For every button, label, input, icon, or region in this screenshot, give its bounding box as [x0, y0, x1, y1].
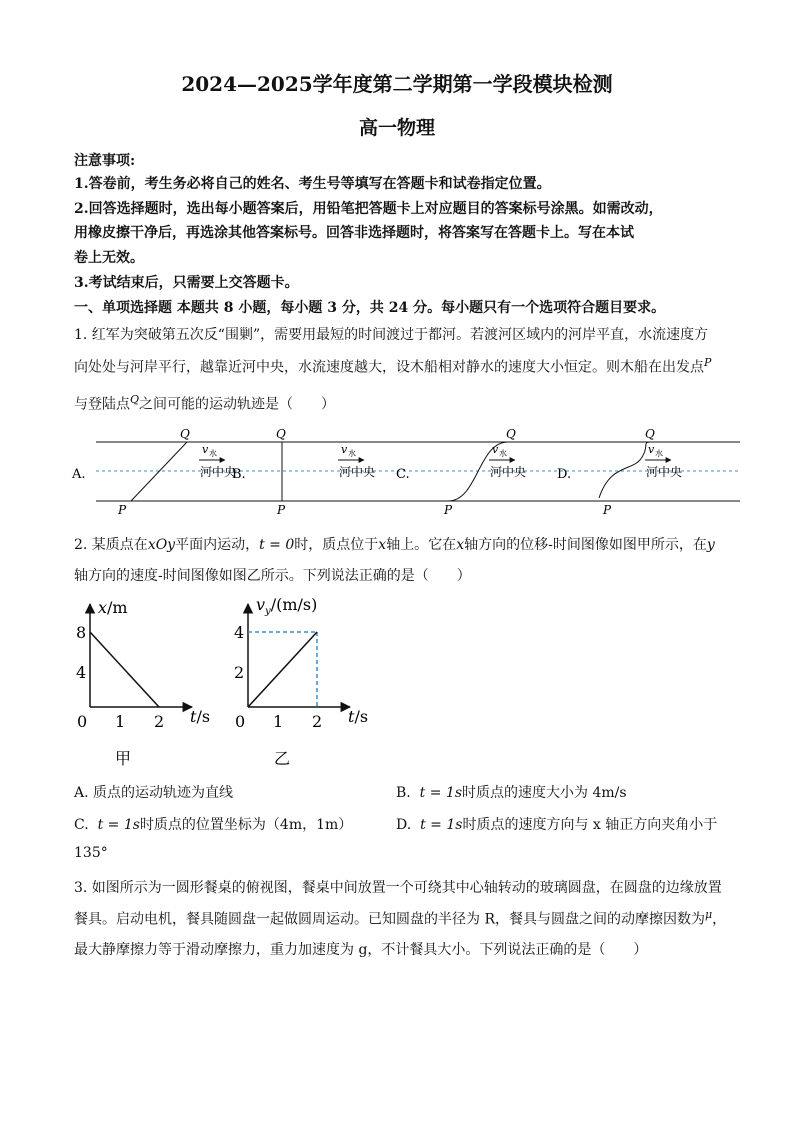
q2-b-line [248, 632, 317, 707]
q2-b-caption: 乙 [274, 749, 291, 768]
q2-a-xtick-1: 1 [115, 712, 126, 731]
q2-b-ytick-2: 2 [234, 663, 245, 682]
svg-text:河中央: 河中央 [646, 465, 683, 479]
q2-a-caption: 甲 [115, 749, 132, 768]
q1-option-c-label: C. [396, 467, 410, 482]
q1-line-2: 向处处与河岸平行，越靠近河中央，水流速度越大，设木船相对静水的速度大小恒定。则木船在出发点$^P$ [74, 356, 712, 376]
q2-option-b: B. t = 1s时质点的速度大小为 4m/s [396, 785, 627, 801]
svg-text:河中央: 河中央 [200, 465, 237, 479]
q1-option-d-label: D. [557, 467, 572, 482]
svg-text:河中央: 河中央 [490, 465, 527, 479]
q2-b-ytick-4: 4 [234, 623, 245, 642]
q2-a-xtick-2: 2 [154, 712, 165, 731]
notice-line-1: 1.答卷前，考生务必将自己的姓名、考生号等填写在答题卡和试卷指定位置。 [74, 176, 551, 192]
q2-a-ytick-8: 8 [76, 623, 87, 642]
q2-a-xtick-0: 0 [77, 712, 88, 731]
svg-text:P: P [603, 503, 612, 517]
q2-line-1: 2. 某质点在xOy平面内运动，t = 0时，质点位于x轴上。它在x轴方向的位移-时间图像如图甲所示，在y [74, 537, 715, 553]
svg-text:v: v [202, 443, 209, 456]
q1-line-1: 1. 红军为突破第五次反“围剿”，需要用最短的时间渡过于都河。若渡河区域内的河岸平直，水流速度方 [74, 327, 709, 343]
notice-line-2b: 用橡皮擦干净后，再选涂其他答案标号。回答非选择题时，将答案写在答题卡上。写在本试 [74, 225, 634, 241]
section-heading: 一、单项选择题 本题共 8 小题，每小题 3 分，共 24 分。每小题只有一个选项符合题目要求。 [74, 300, 666, 316]
q1-figure-b [232, 427, 422, 517]
svg-text:Q: Q [645, 427, 655, 441]
q1-q-symbol: Q [130, 393, 140, 406]
q2-graphs [60, 590, 390, 775]
q2-a-xlabel: t/s [190, 707, 211, 726]
svg-text:河中央: 河中央 [339, 465, 376, 479]
q2-a-line [90, 632, 159, 707]
q2-option-c: C. t = 1s时质点的位置坐标为（4m，1m） [74, 817, 353, 833]
svg-text:水: 水 [209, 449, 217, 458]
q3-line-2: 餐具。启动电机，餐具随圆盘一起做圆周运动。已知圆盘的半径为 R，餐具与圆盘之间的动摩擦因数为$^\mu$， [74, 908, 727, 928]
q2-b-ylabel: $v_y/(m/s)$ [256, 595, 318, 617]
svg-text:P: P [118, 503, 127, 517]
q2-line-2: 轴方向的速度-时间图像如图乙所示。下列说法正确的是（ ） [74, 568, 471, 584]
q3-line-1: 3. 如图所示为一圆形餐桌的俯视图，餐桌中间放置一个可绕其中心轴转动的玻璃圆盘，在圆盘的边缘放置 [74, 880, 722, 896]
q1-figure-d [557, 427, 740, 517]
svg-text:Q: Q [276, 427, 286, 441]
q2-graph-a [76, 598, 210, 768]
svg-text:P: P [444, 503, 453, 517]
svg-text:Q: Q [506, 427, 516, 441]
q2-graph-b [234, 595, 368, 768]
q2-a-ylabel: x/m [98, 598, 128, 617]
notice-line-2a: 2.回答选择题时，选出每小题答案后，用铅笔把答题卡上对应题目的答案标号涂黑。如需改动， [74, 201, 663, 217]
q2-b-xtick-0: 0 [235, 712, 246, 731]
q2-b-xlabel: t/s [348, 707, 369, 726]
svg-text:P: P [277, 503, 286, 517]
q1-line-3: 与登陆点$^Q$之间可能的运动轨迹是（ ） [74, 393, 336, 413]
notice-line-3: 3.考试结束后，只需要上交答题卡。 [74, 275, 299, 291]
q2-option-a: A. 质点的运动轨迹为直线 [74, 785, 234, 801]
q2-option-d: D. t = 1s时质点的速度方向与 x 轴正方向夹角小于 [396, 817, 718, 833]
q2-a-ytick-4: 4 [76, 663, 87, 682]
q1-option-a-label: A. [72, 467, 86, 482]
q2-b-xtick-2: 2 [312, 712, 323, 731]
svg-text:v: v [648, 443, 655, 456]
svg-text:水: 水 [348, 449, 356, 458]
svg-text:水: 水 [499, 449, 507, 458]
svg-text:Q: Q [180, 427, 190, 441]
q1-option-b-label: B. [232, 467, 246, 482]
q3-mu-symbol: μ [705, 908, 713, 921]
exam-subtitle: 高一物理 [358, 117, 435, 139]
q1-figures [60, 425, 740, 517]
exam-title: 2024—2025学年度第二学期第一学段模块检测 [181, 72, 613, 96]
svg-text:v: v [341, 443, 348, 456]
notice-heading: 注意事项: [74, 153, 136, 169]
q2-b-xtick-1: 1 [273, 712, 284, 731]
svg-text:v: v [492, 443, 499, 456]
notice-line-2c: 卷上无效。 [74, 250, 144, 266]
q1-p-symbol: P [704, 356, 712, 369]
q2-option-d-cont: 135° [74, 845, 108, 861]
svg-text:水: 水 [655, 449, 663, 458]
q3-line-3: 最大静摩擦力等于滑动摩擦力，重力加速度为 g，不计餐具大小。下列说法正确的是（ ） [74, 942, 648, 958]
